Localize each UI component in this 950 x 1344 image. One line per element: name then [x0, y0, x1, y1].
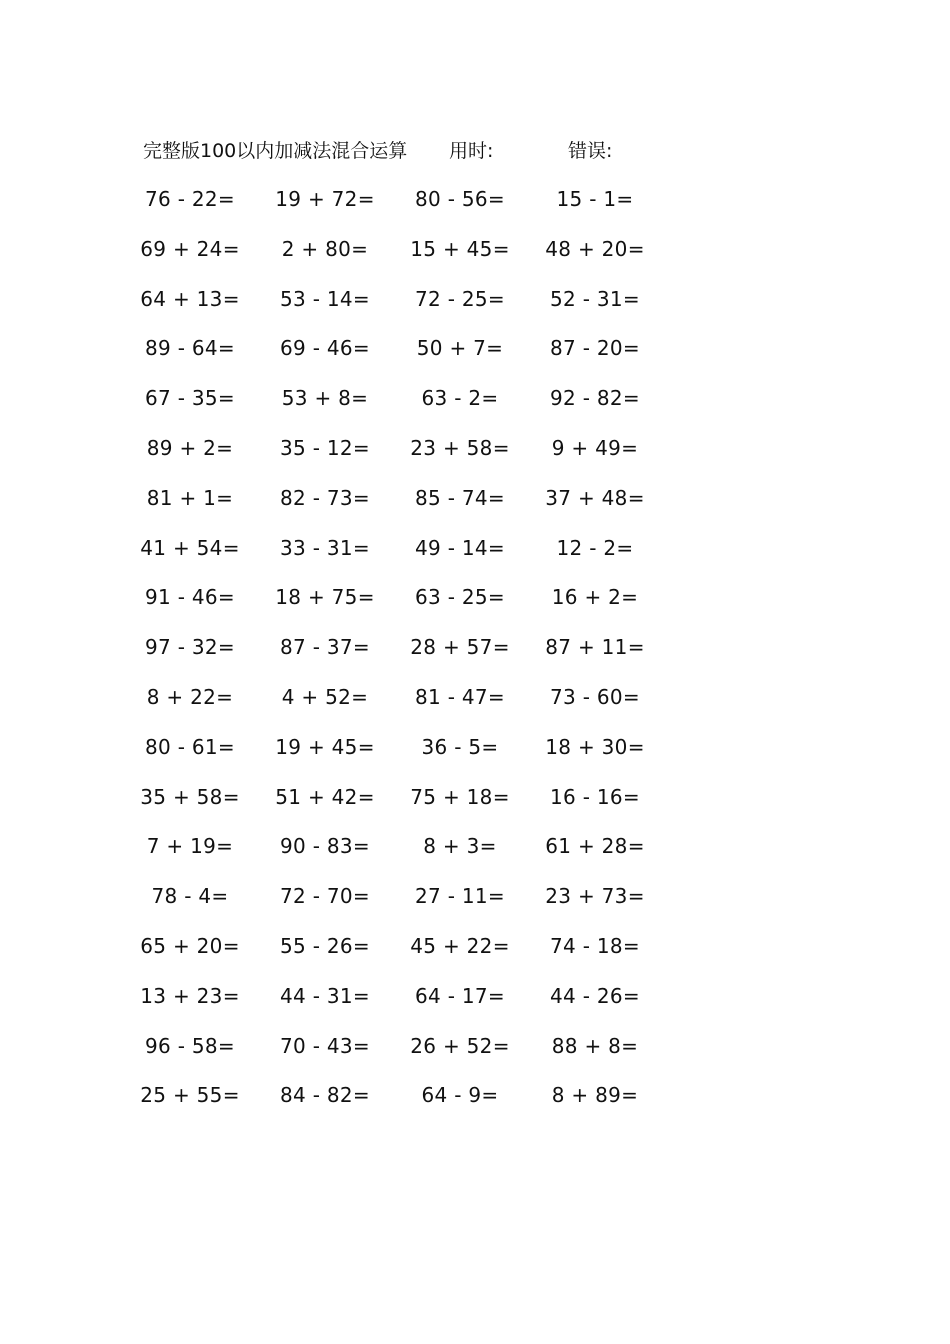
arithmetic-problem: 76 - 22= — [145, 187, 235, 211]
problem-row — [130, 831, 670, 881]
arithmetic-problem: 18 + 30= — [545, 734, 645, 759]
arithmetic-problem: 44 - 26= — [550, 983, 640, 1008]
arithmetic-problem: 36 - 5= — [421, 734, 499, 759]
arithmetic-problem: 72 - 70= — [280, 884, 370, 909]
arithmetic-problem: 55 - 26= — [280, 933, 370, 958]
problem-row — [130, 931, 670, 981]
arithmetic-problem: 97 - 32= — [145, 635, 235, 660]
arithmetic-problem: 7 + 19= — [146, 834, 234, 859]
arithmetic-problem: 75 + 18= — [410, 784, 510, 809]
arithmetic-problem: 12 - 2= — [556, 535, 634, 560]
arithmetic-problem: 26 + 52= — [410, 1033, 510, 1058]
arithmetic-problem: 53 - 14= — [280, 286, 370, 311]
arithmetic-problem: 84 - 82= — [280, 1083, 370, 1108]
arithmetic-problem: 78 - 4= — [151, 884, 229, 909]
arithmetic-problem: 4 + 52= — [281, 684, 369, 709]
arithmetic-problem: 9 + 49= — [551, 435, 639, 460]
arithmetic-problem: 16 - 16= — [550, 784, 640, 809]
arithmetic-problem: 72 - 25= — [415, 286, 505, 311]
arithmetic-problem: 70 - 43= — [280, 1033, 370, 1058]
arithmetic-problem: 15 + 45= — [410, 236, 510, 261]
arithmetic-problem: 73 - 60= — [550, 684, 640, 709]
arithmetic-problem: 74 - 18= — [550, 933, 640, 958]
arithmetic-problem: 18 + 75= — [275, 585, 375, 610]
arithmetic-problem: 80 - 61= — [145, 734, 235, 759]
arithmetic-problem: 37 + 48= — [545, 485, 645, 510]
arithmetic-problem: 81 + 1= — [146, 485, 234, 510]
arithmetic-problem: 88 + 8= — [551, 1033, 639, 1058]
arithmetic-problem: 63 - 2= — [421, 386, 499, 411]
arithmetic-problem: 64 - 9= — [421, 1083, 499, 1108]
arithmetic-problem: 16 + 2= — [551, 585, 639, 610]
arithmetic-problem: 90 - 83= — [280, 834, 370, 859]
problem-row — [130, 383, 670, 433]
problem-row — [130, 234, 670, 284]
problem-grid — [130, 184, 670, 1130]
arithmetic-problem: 8 + 3= — [423, 834, 497, 859]
problem-row — [130, 782, 670, 832]
arithmetic-problem: 23 + 73= — [545, 884, 645, 909]
arithmetic-problem: 25 + 55= — [140, 1083, 240, 1108]
problem-row — [130, 184, 670, 234]
arithmetic-problem: 87 - 37= — [280, 635, 370, 660]
problem-row — [130, 1080, 670, 1130]
arithmetic-problem: 64 - 17= — [415, 983, 505, 1008]
arithmetic-problem: 50 + 7= — [416, 336, 504, 361]
arithmetic-problem: 69 + 24= — [140, 236, 240, 261]
arithmetic-problem: 53 + 8= — [281, 386, 369, 411]
arithmetic-problem: 85 - 74= — [415, 485, 505, 510]
arithmetic-problem: 67 - 35= — [145, 386, 235, 411]
arithmetic-problem: 45 + 22= — [410, 933, 510, 958]
problem-row — [130, 483, 670, 533]
arithmetic-problem: 80 - 56= — [415, 187, 505, 211]
worksheet-title: 完整版100以内加减法混合运算 — [143, 140, 408, 162]
arithmetic-problem: 19 + 45= — [275, 734, 375, 759]
arithmetic-problem: 51 + 42= — [275, 784, 375, 809]
arithmetic-problem: 44 - 31= — [280, 983, 370, 1008]
arithmetic-problem: 48 + 20= — [545, 236, 645, 261]
arithmetic-problem: 65 + 20= — [140, 933, 240, 958]
arithmetic-problem: 15 - 1= — [556, 187, 634, 211]
arithmetic-problem: 82 - 73= — [280, 485, 370, 510]
arithmetic-problem: 87 + 11= — [545, 635, 645, 660]
arithmetic-problem: 87 - 20= — [550, 336, 640, 361]
arithmetic-problem: 89 + 2= — [146, 435, 234, 460]
arithmetic-problem: 33 - 31= — [280, 535, 370, 560]
arithmetic-problem: 8 + 22= — [146, 684, 234, 709]
arithmetic-problem: 28 + 57= — [410, 635, 510, 660]
problem-row — [130, 732, 670, 782]
arithmetic-problem: 91 - 46= — [145, 585, 235, 610]
arithmetic-problem: 35 - 12= — [280, 435, 370, 460]
problem-row — [130, 981, 670, 1031]
problem-row — [130, 333, 670, 383]
problem-row — [130, 582, 670, 632]
arithmetic-problem: 23 + 58= — [410, 435, 510, 460]
arithmetic-problem: 2 + 80= — [281, 236, 369, 261]
arithmetic-problem: 63 - 25= — [415, 585, 505, 610]
problem-row — [130, 284, 670, 334]
problem-row — [130, 632, 670, 682]
arithmetic-problem: 13 + 23= — [140, 983, 240, 1008]
problem-row — [130, 881, 670, 931]
problem-row — [130, 433, 670, 483]
arithmetic-problem: 92 - 82= — [550, 386, 640, 411]
arithmetic-problem: 27 - 11= — [415, 884, 505, 909]
arithmetic-problem: 89 - 64= — [145, 336, 235, 361]
arithmetic-problem: 81 - 47= — [415, 684, 505, 709]
time-used-label: 用时: — [449, 140, 494, 162]
arithmetic-problem: 96 - 58= — [145, 1033, 235, 1058]
arithmetic-problem: 19 + 72= — [275, 187, 375, 211]
problem-row — [130, 1031, 670, 1081]
arithmetic-problem: 41 + 54= — [140, 535, 240, 560]
error-count-label: 错误: — [568, 140, 613, 162]
arithmetic-problem: 52 - 31= — [550, 286, 640, 311]
problem-row — [130, 533, 670, 583]
arithmetic-problem: 49 - 14= — [415, 535, 505, 560]
arithmetic-problem: 61 + 28= — [545, 834, 645, 859]
arithmetic-problem: 69 - 46= — [280, 336, 370, 361]
arithmetic-problem: 64 + 13= — [140, 286, 240, 311]
arithmetic-problem: 8 + 89= — [551, 1083, 639, 1108]
problem-row — [130, 682, 670, 732]
arithmetic-problem: 35 + 58= — [140, 784, 240, 809]
